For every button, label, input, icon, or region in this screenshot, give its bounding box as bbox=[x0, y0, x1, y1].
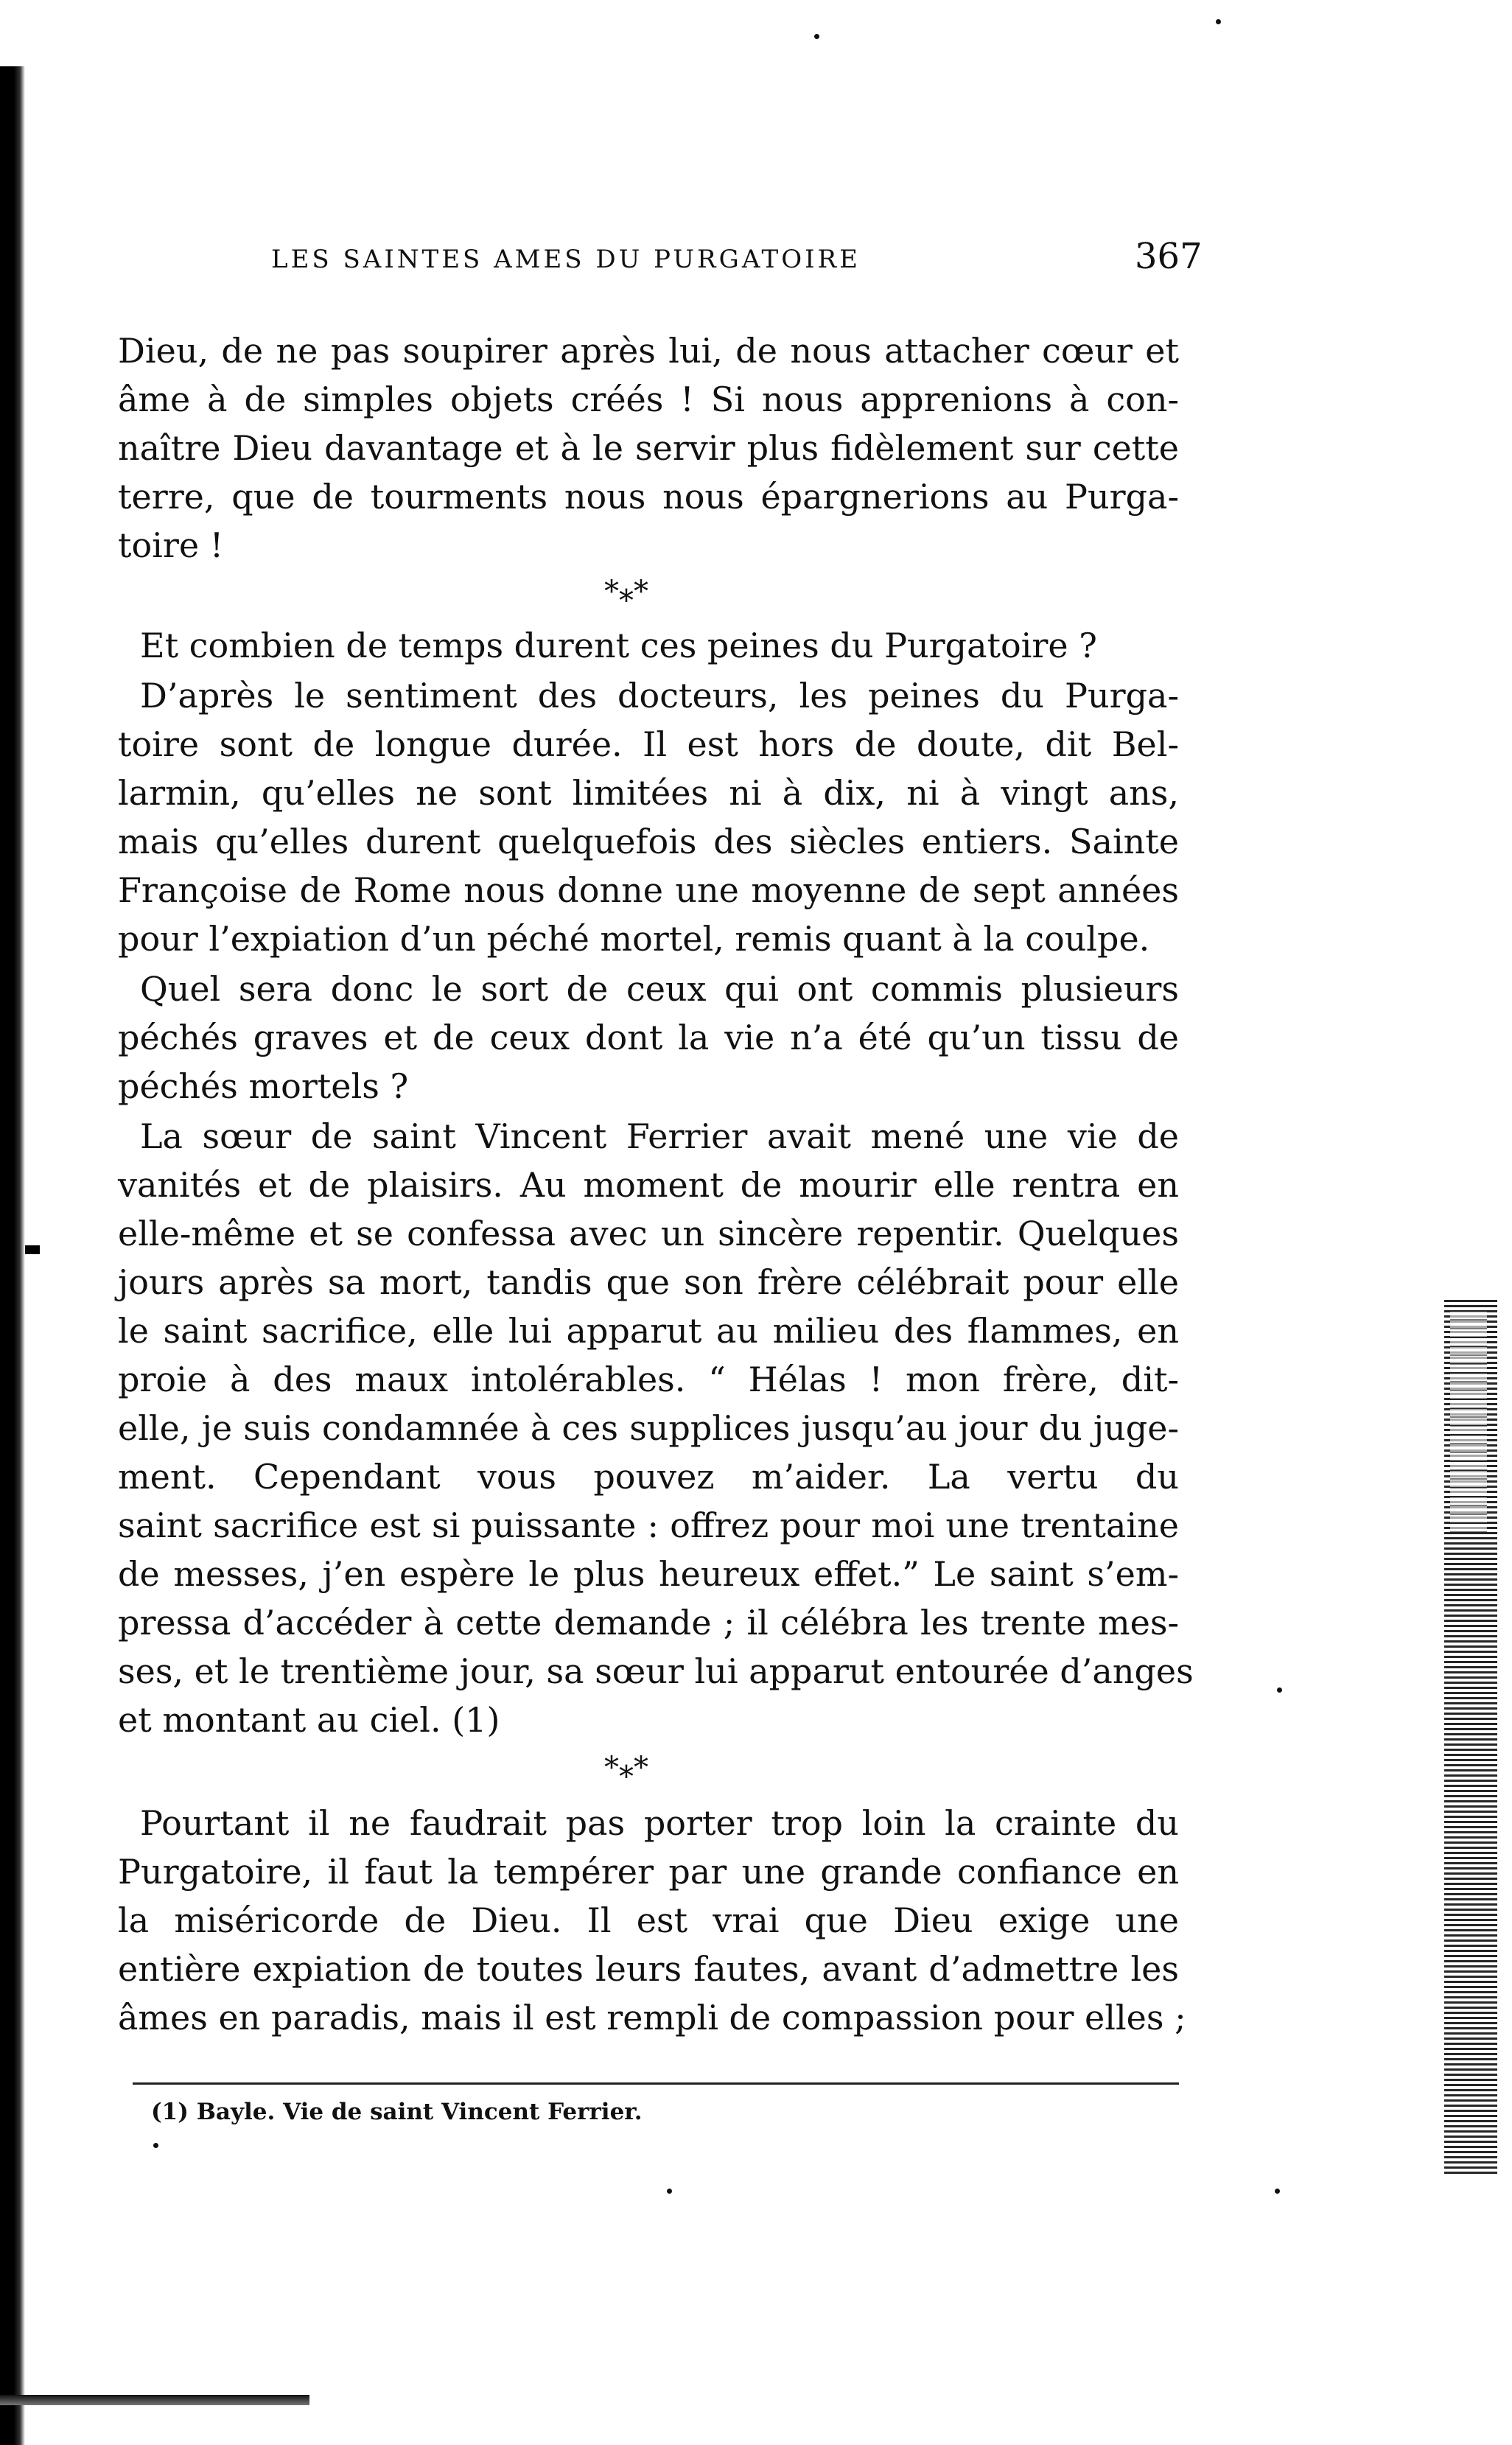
scan-speck bbox=[667, 2189, 672, 2194]
scan-speck bbox=[1277, 1687, 1282, 1693]
text-line: elle-même et se confessa avec un sincère repentir. Quelques bbox=[118, 1214, 1179, 1253]
running-header-title: LES SAINTES AMES DU PURGATOIRE bbox=[271, 245, 861, 274]
text-line: Dieu, de ne pas soupirer après lui, de nous attacher cœur et bbox=[118, 331, 1179, 371]
scan-speck bbox=[814, 34, 819, 39]
text-line: jours après sa mort, tandis que son frère célébrait pour elle bbox=[118, 1262, 1179, 1302]
text-line: la miséricorde de Dieu. Il est vrai que Dieu exige une bbox=[118, 1900, 1179, 1940]
text-line: Pourtant il ne faudrait pas porter trop loin la crainte du bbox=[140, 1803, 1179, 1843]
text-line: larmin, qu’elles ne sont limitées ni à dix, ni à vingt ans, bbox=[118, 773, 1179, 813]
scan-artifact bbox=[25, 1245, 40, 1254]
section-separator-asterism: *⁎* bbox=[604, 575, 648, 609]
page-number: 367 bbox=[1135, 236, 1203, 277]
text-line: vanités et de plaisirs. Au moment de mourir elle rentra en bbox=[118, 1165, 1179, 1205]
text-line: La sœur de saint Vincent Ferrier avait mené une vie de bbox=[140, 1116, 1179, 1156]
text-line: Françoise de Rome nous donne une moyenne de sept années bbox=[118, 870, 1179, 910]
text-line: saint sacrifice est si puissante : offrez pour moi une trentaine bbox=[118, 1505, 1179, 1545]
text-line: péchés graves et de ceux dont la vie n’a été qu’un tissu de bbox=[118, 1018, 1179, 1057]
text-line: ment. Cependant vous pouvez m’aider. La vertu du bbox=[118, 1457, 1179, 1497]
text-line: et montant au ciel. (1) bbox=[118, 1700, 500, 1740]
scan-speck bbox=[1275, 2189, 1280, 2194]
text-line: Et combien de temps durent ces peines du Purgatoire ? bbox=[140, 626, 1097, 665]
section-separator-asterism: *⁎* bbox=[604, 1751, 648, 1785]
text-line: toire sont de longue durée. Il est hors de doute, dit Bel- bbox=[118, 724, 1179, 764]
binding-shadow bbox=[0, 66, 25, 2445]
text-line: péchés mortels ? bbox=[118, 1066, 409, 1106]
text-line: pressa d’accéder à cette demande ; il célébra les trente mes- bbox=[118, 1603, 1179, 1643]
text-line: de messes, j’en espère le plus heureux effet.” Le saint s’em- bbox=[118, 1554, 1179, 1594]
scan-noise-right-edge-upper bbox=[1450, 1312, 1487, 1533]
text-line: D’après le sentiment des docteurs, les peines du Purga- bbox=[140, 676, 1179, 716]
scan-speck bbox=[1216, 19, 1221, 24]
footnote: (1) Bayle. Vie de saint Vincent Ferrier. bbox=[151, 2099, 643, 2125]
text-line: pour l’expiation d’un péché mortel, remis quant à la coulpe. bbox=[118, 919, 1150, 959]
text-line: proie à des maux intolérables. “ Hélas ! mon frère, dit- bbox=[118, 1360, 1179, 1399]
text-line: âmes en paradis, mais il est rempli de compassion pour elles ; bbox=[118, 1998, 1186, 2038]
binding-shadow-foot bbox=[0, 2395, 309, 2405]
text-line: le saint sacrifice, elle lui apparut au milieu des flammes, en bbox=[118, 1311, 1179, 1351]
text-line: naître Dieu davantage et à le servir plus fidèlement sur cette bbox=[118, 428, 1179, 468]
text-line: elle, je suis condamnée à ces supplices jusqu’au jour du juge- bbox=[118, 1408, 1179, 1448]
text-line: Quel sera donc le sort de ceux qui ont commis plusieurs bbox=[140, 969, 1179, 1009]
scan-speck bbox=[153, 2143, 158, 2148]
text-line: Purgatoire, il faut la tempérer par une grande confiance en bbox=[118, 1852, 1179, 1892]
text-line: toire ! bbox=[118, 525, 224, 565]
text-line: mais qu’elles durent quelquefois des siècles entiers. Sainte bbox=[118, 822, 1179, 861]
text-line: ses, et le trentième jour, sa sœur lui apparut entourée d’anges bbox=[118, 1651, 1194, 1691]
footnote-divider bbox=[133, 2082, 1179, 2085]
text-line: terre, que de tourments nous nous épargnerions au Purga- bbox=[118, 477, 1179, 517]
text-line: âme à de simples objets créés ! Si nous apprenions à con- bbox=[118, 379, 1179, 419]
text-line: entière expiation de toutes leurs fautes, avant d’admettre les bbox=[118, 1949, 1179, 1989]
